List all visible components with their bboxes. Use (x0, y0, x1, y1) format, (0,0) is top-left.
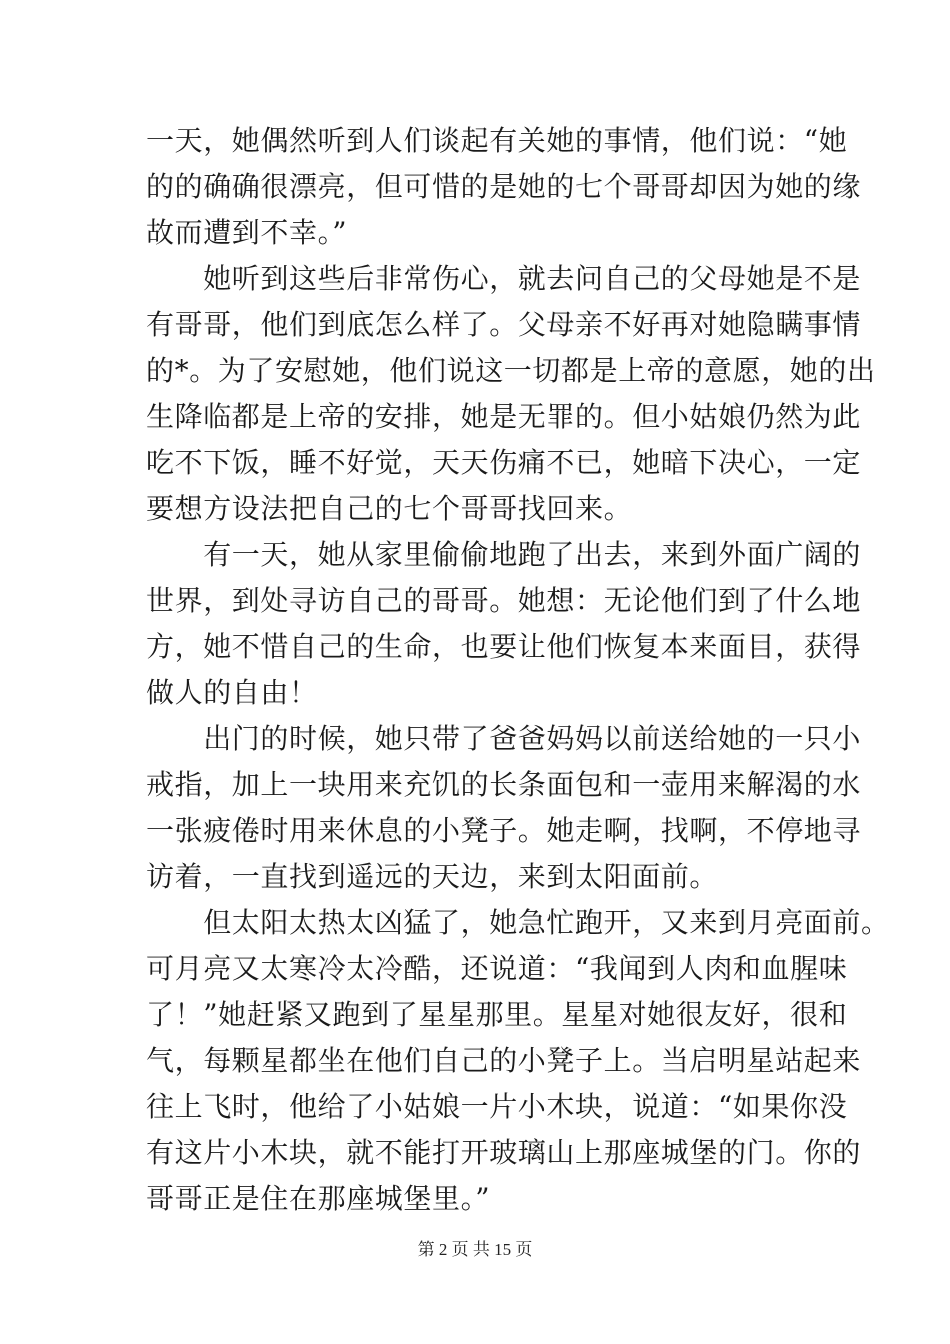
text-line: 可月亮又太寒冷太冷酷，还说道：“我闻到人肉和血腥味 (146, 952, 848, 985)
text-line: 故而遭到不幸。” (146, 216, 348, 249)
text-line: 她听到这些后非常伤心，就去问自己的父母她是不是 (146, 262, 862, 295)
text-line: 做人的自由！ (146, 676, 318, 709)
text-line: 方，她不惜自己的生命，也要让他们恢复本来面目，获得 (146, 630, 862, 663)
text-line: 的的确确很漂亮，但可惜的是她的七个哥哥却因为她的缘 (146, 170, 862, 203)
text-line: 世界，到处寻访自己的哥哥。她想：无论他们到了什么地 (146, 584, 862, 617)
text-line: 生降临都是上帝的安排，她是无罪的。但小姑娘仍然为此 (146, 400, 862, 433)
text-line: 出门的时候，她只带了爸爸妈妈以前送给她的一只小 (146, 722, 862, 755)
text-line: 访着，一直找到遥远的天边，来到太阳面前。 (146, 860, 719, 893)
text-line: 一张疲倦时用来休息的小凳子。她走啊，找啊，不停地寻 (146, 814, 862, 847)
text-line: 吃不下饭，睡不好觉，天天伤痛不已，她暗下决心，一定 (146, 446, 862, 479)
text-line: 有这片小木块，就不能打开玻璃山上那座城堡的门。你的 (146, 1136, 862, 1169)
text-line: 了！”她赶紧又跑到了星星那里。星星对她很友好，很和 (146, 998, 848, 1031)
text-line: 的*。为了安慰她，他们说这一切都是上帝的意愿，她的出 (146, 354, 876, 387)
text-line: 但太阳太热太凶猛了，她急忙跑开，又来到月亮面前。 (146, 906, 890, 939)
text-line: 一天，她偶然听到人们谈起有关她的事情，他们说：“她 (146, 124, 848, 157)
body-text (146, 118, 890, 1222)
text-line: 气，每颗星都坐在他们自己的小凳子上。当启明星站起来 (146, 1044, 862, 1077)
text-line: 戒指，加上一块用来充饥的长条面包和一壶用来解渴的水 (146, 768, 862, 801)
page-number-label: 第 2 页 共 15 页 (417, 1240, 533, 1259)
text-line: 有一天，她从家里偷偷地跑了出去，来到外面广阔的 (146, 538, 862, 571)
text-line: 往上飞时，他给了小姑娘一片小木块，说道：“如果你没 (146, 1090, 848, 1123)
text-line: 要想方设法把自己的七个哥哥找回来。 (146, 492, 633, 525)
page-footer (0, 1239, 950, 1261)
text-line: 有哥哥，他们到底怎么样了。父母亲不好再对她隐瞒事情 (146, 308, 862, 341)
text-line: 哥哥正是住在那座城堡里。” (146, 1182, 491, 1215)
